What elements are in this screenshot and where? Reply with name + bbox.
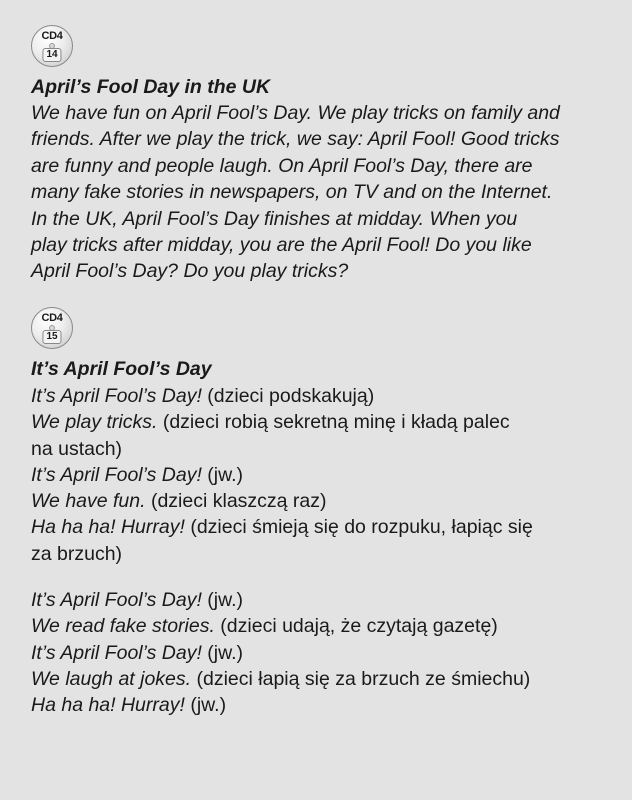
song-line: na ustach) bbox=[31, 437, 123, 460]
song-line: za brzuch) bbox=[31, 542, 123, 565]
song-line: It’s April Fool’s Day! (jw.) bbox=[31, 589, 244, 611]
section1-text bbox=[31, 100, 611, 285]
song-title: It’s April Fool’s Day bbox=[31, 358, 212, 380]
song-line: It’s April Fool’s Day! (jw.) bbox=[31, 463, 244, 486]
song-line: We play tricks. (dzieci robią sekretną minę i kładą palec bbox=[31, 411, 510, 434]
song-line: It’s April Fool’s Day! (dzieci podskakują) bbox=[31, 385, 375, 407]
cd-track-number: 15 bbox=[42, 330, 61, 344]
text-line: In the UK, April Fool’s Day finishes at midday. When you bbox=[31, 207, 518, 230]
section1-title: April’s Fool Day in the UK bbox=[31, 76, 271, 98]
text-line: friends. After we play the trick, we say: April Fool! Good tricks bbox=[31, 128, 560, 151]
song-line: We have fun. (dzieci klaszczą raz) bbox=[31, 490, 327, 513]
cd-track-number: 14 bbox=[42, 48, 61, 62]
text-line: play tricks after midday, you are the April Fool! Do you like bbox=[31, 234, 532, 257]
text-line: are funny and people laugh. On April Fool’s Day, there are bbox=[31, 154, 533, 177]
song-line: It’s April Fool’s Day! (jw.) bbox=[31, 641, 244, 664]
cd-label: CD4 bbox=[41, 312, 63, 324]
song-line: We read fake stories. (dzieci udają, że czytają gazetę) bbox=[31, 615, 498, 638]
song-line: Ha ha ha! Hurray! (jw.) bbox=[31, 694, 227, 717]
song-verse-2 bbox=[31, 587, 611, 718]
text-line: April Fool’s Day? Do you play tricks? bbox=[31, 260, 349, 283]
text-line: We have fun on April Fool’s Day. We play tricks on family and bbox=[31, 102, 560, 124]
cd-label: CD4 bbox=[41, 30, 63, 42]
song-verse-1 bbox=[31, 383, 611, 567]
cd-track-15-icon bbox=[31, 307, 73, 349]
song-line: Ha ha ha! Hurray! (dzieci śmieją się do rozpuku, łapiąc się bbox=[31, 516, 533, 539]
song-line: We laugh at jokes. (dzieci łapią się za brzuch ze śmiechu) bbox=[31, 667, 531, 690]
text-line: many fake stories in newspapers, on TV and on the Internet. bbox=[31, 181, 553, 204]
cd-track-14-icon bbox=[31, 25, 73, 67]
